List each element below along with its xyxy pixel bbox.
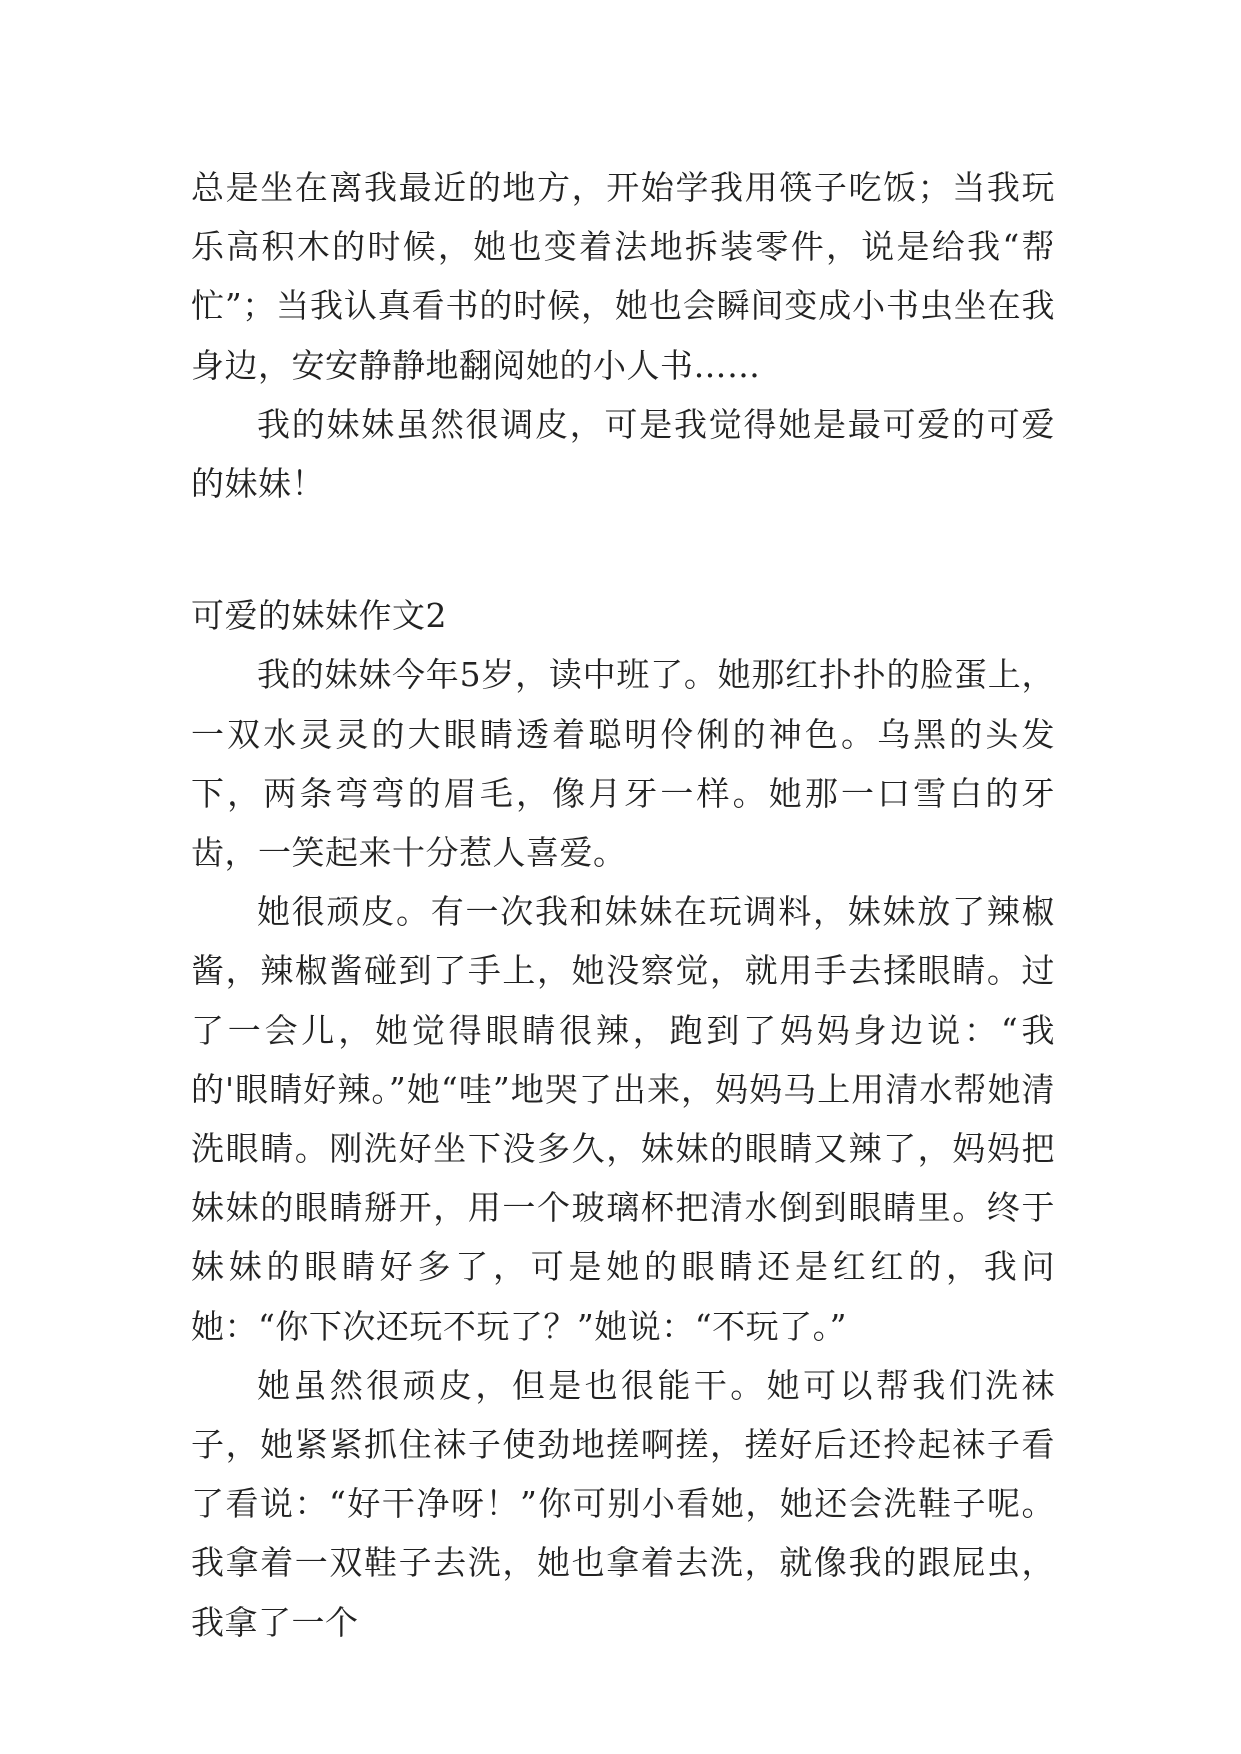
paragraph-closing: 我的妹妹虽然很调皮，可是我觉得她是最可爱的可爱的妹妹！ — [191, 404, 1055, 504]
document-body — [191, 158, 1055, 1652]
section-gap — [191, 513, 1055, 586]
paragraph-continuation: 总是坐在离我最近的地方，开始学我用筷子吃饭；当我玩乐高积木的时候，她也变着法地拆装零件，说是给我“帮忙”；当我认真看书的时候，她也会瞬间变成小书虫坐在我身边，安安静静地翻阅她的小人书…… — [191, 168, 1055, 385]
paragraph-appearance: 我的妹妹今年5岁，读中班了。她那红扑扑的脸蛋上，一双水灵灵的大眼睛透着聪明伶俐的神色。乌黑的头发下，两条弯弯的眉毛，像月牙一样。她那一口雪白的牙齿，一笑起来十分惹人喜爱。 — [191, 655, 1055, 873]
paragraph-capable: 她虽然很顽皮，但是也很能干。她可以帮我们洗袜子，她紧紧抓住袜子使劲地搓啊搓，搓好后还拎起袜子看了看说：“好干净呀！”你可别小看她，她还会洗鞋子呢。我拿着一双鞋子去洗，她也拿着去洗，就像我的跟屁虫，我拿了一个 — [191, 1365, 1055, 1642]
essay-title: 可爱的妹妹作文2 — [191, 596, 447, 636]
paragraph-naughty: 她很顽皮。有一次我和妹妹在玩调料，妹妹放了辣椒酱，辣椒酱碰到了手上，她没察觉，就用手去揉眼睛。过了一会儿，她觉得眼睛很辣，跑到了妈妈身边说：“我的'眼睛好辣。”她“哇”地哭了出来，妈妈马上用清水帮她清洗眼睛。刚洗好坐下没多久，妹妹的眼睛又辣了，妈妈把妹妹的眼睛掰开，用一个玻璃杯把清水倒到眼睛里。终于妹妹的眼睛好多了，可是她的眼睛还是红红的，我问她：“你下次还玩不玩了？”她说：“不玩了。” — [191, 892, 1055, 1346]
